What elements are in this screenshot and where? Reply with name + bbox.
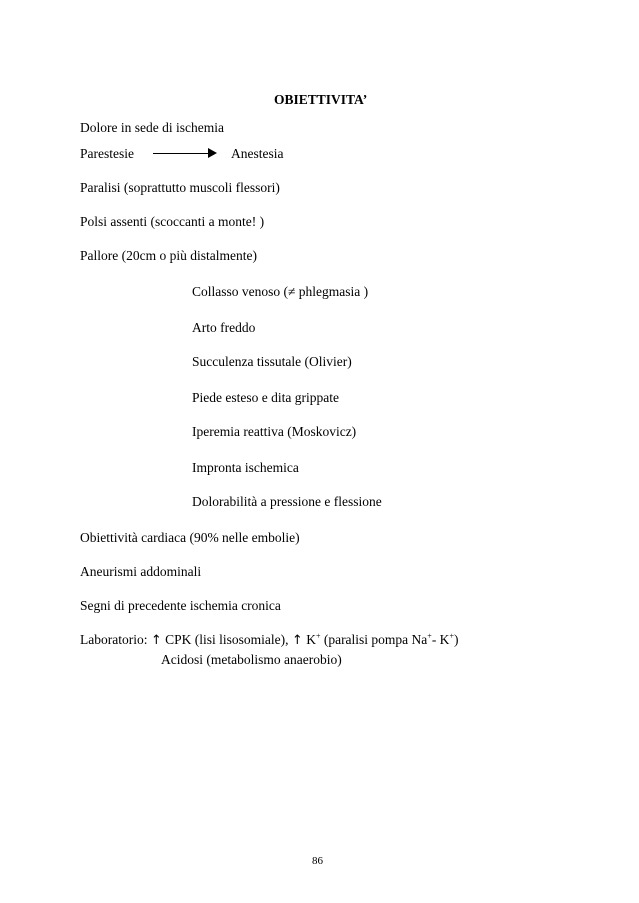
line-iperemia: Iperemia reattiva (Moskovicz) (192, 424, 357, 439)
close-paren: ) (453, 632, 459, 647)
up-arrow-icon: ↑ (150, 633, 162, 648)
line-dolorabilita: Dolorabilità a pressione e flessione (192, 494, 382, 509)
line-aneurismi: Aneurismi addominali (80, 564, 202, 579)
line-segni: Segni di precedente ischemia cronica (80, 598, 281, 613)
line-anestesia: Anestesia (231, 146, 284, 161)
plus-superscript: + (427, 631, 432, 641)
plus-superscript: + (449, 631, 454, 641)
line-dolore: Dolore in sede di ischemia (80, 120, 224, 135)
line-arto: Arto freddo (192, 320, 256, 335)
right-arrow-icon (153, 153, 213, 154)
line-paralisi: Paralisi (soprattutto muscoli flessori) (80, 180, 280, 195)
line-acidosi: Acidosi (metabolismo anaerobio) (161, 652, 342, 667)
line-pallore: Pallore (20cm o più distalmente) (80, 248, 257, 263)
page-title: OBIETTIVITA’ (274, 92, 368, 107)
line-obiettivita-cardiaca: Obiettività cardiaca (90% nelle embolie) (80, 530, 300, 545)
arrow-head-icon (208, 148, 217, 158)
line-parestesie: Parestesie (80, 146, 134, 161)
cpk-text: CPK (lisi lisosomiale), (165, 632, 289, 647)
line-succulenza: Succulenza tissutale (Olivier) (192, 354, 352, 369)
potassium-text: K (306, 632, 316, 647)
plus-superscript: + (315, 631, 321, 641)
page-number: 86 (312, 855, 323, 867)
line-polsi: Polsi assenti (scoccanti a monte! ) (80, 214, 265, 229)
laboratorio-label: Laboratorio: (80, 632, 148, 647)
line-laboratorio (80, 632, 458, 649)
line-collasso: Collasso venoso (≠ phlegmasia ) (192, 284, 369, 299)
dash-k-text: - K (431, 632, 450, 647)
line-piede: Piede esteso e dita grippate (192, 390, 339, 405)
line-impronta: Impronta ischemica (192, 460, 299, 475)
paralisi-pompa-text: (paralisi pompa Na (323, 632, 428, 647)
up-arrow-icon: ↑ (291, 633, 303, 648)
